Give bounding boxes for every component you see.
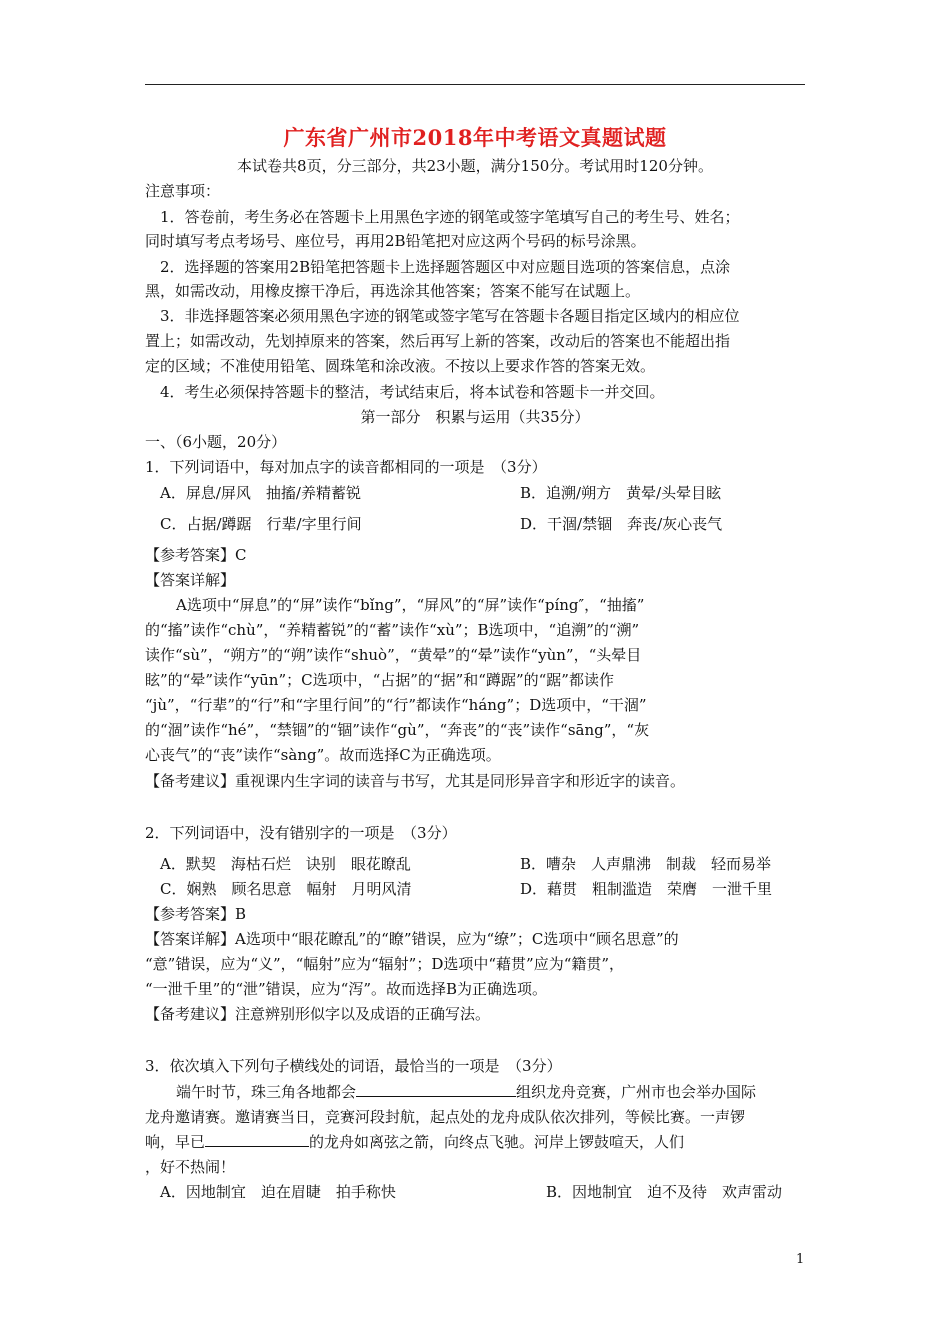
q3-passage-text: 的龙舟如离弦之箭，向终点飞驰。河岸上锣鼓喧天，人们 <box>309 1133 685 1151</box>
fill-blank-1[interactable] <box>356 1081 516 1097</box>
q1-answer: 【参考答案】C <box>145 546 247 564</box>
q3-passage-line <box>176 1081 756 1103</box>
q1-option-d: D．干涸/禁锢 奔丧/灰心丧气 <box>520 515 723 533</box>
q2-option-c: C．娴熟 顾名思意 幅射 月明风清 <box>160 880 412 898</box>
q2-detail-line: 【答案详解】A选项中“眼花瞭乱”的“瞭”错误，应为“缭”；C选项中“顾名思意”的 <box>145 930 679 948</box>
q1-detail-heading: 【答案详解】 <box>145 571 236 589</box>
q1-detail-line: 心丧气”的“丧”读作“sàng”。故而选择C为正确选项。 <box>145 746 501 764</box>
q1-advice: 【备考建议】重视课内生字词的读音与书写，尤其是同形异音字和形近字的读音。 <box>145 772 686 790</box>
q2-detail-line: “一泄千里”的“泄”错误，应为“泻”。故而选择B为正确选项。 <box>145 980 548 998</box>
fill-blank-2[interactable] <box>205 1131 309 1147</box>
q3-stem: 3．依次填入下列句子横线处的词语，最恰当的一项是 （3分） <box>145 1057 562 1075</box>
q2-stem: 2．下列词语中，没有错别字的一项是 （3分） <box>145 824 457 842</box>
header-rule <box>145 84 805 85</box>
notice-line: 1．答卷前，考生务必在答题卡上用黑色字迹的钢笔或签字笔填写自己的考生号、姓名； <box>160 208 740 226</box>
q1-stem: 1．下列词语中，每对加点字的读音都相同的一项是 （3分） <box>145 458 547 476</box>
notice-line: 黑，如需改动，用橡皮擦干净后，再选涂其他答案；答案不能写在试题上。 <box>145 282 641 300</box>
q3-passage-line: 龙舟邀请赛。邀请赛当日，竞赛河段封航，起点处的龙舟成队依次排列，等候比赛。一声锣 <box>145 1108 746 1126</box>
q1-option-b: B．追溯/朔方 黄晕/头晕目眩 <box>520 484 722 502</box>
q1-detail-line: A选项中“屏息”的“屏”读作“bǐng”，“屏风”的“屏”读作“píng″，“抽搐” <box>176 596 645 614</box>
q2-option-a: A．默契 海枯石烂 诀别 眼花瞭乱 <box>160 855 411 873</box>
notice-line: 2．选择题的答案用2B铅笔把答题卡上选择题答题区中对应题目选项的答案信息，点涂 <box>160 258 731 276</box>
notice-line: 置上；如需改动，先划掉原来的答案，然后再写上新的答案，改动后的答案也不能超出指 <box>145 332 731 350</box>
q1-option-c: C．占据/蹲踞 行辈/字里行间 <box>160 515 362 533</box>
section-title: 一、（6小题，20分） <box>145 433 287 451</box>
q2-option-b: B．嘈杂 人声鼎沸 制裁 轻而易举 <box>520 855 772 873</box>
q3-passage-text: 组织龙舟竞赛，广州市也会举办国际 <box>516 1083 757 1101</box>
notice-line: 3．非选择题答案必须用黑色字迹的钢笔或签字笔写在答题卡各题目指定区域内的相应位 <box>160 307 740 325</box>
notice-line: 定的区域；不准使用铅笔、圆珠笔和涂改液。不按以上要求作答的答案无效。 <box>145 357 656 375</box>
exam-intro: 本试卷共8页，分三部分，共23小题，满分150分。考试用时120分钟。 <box>237 157 713 175</box>
q1-detail-line: 眩”的“晕”读作“yūn”；C选项中，“占据”的“据”和“蹲踞”的“踞”都读作 <box>145 671 614 689</box>
q1-detail-line: 读作“sù”，“朔方”的“朔”读作“shuò”，“黄晕”的“晕”读作“yùn”，“头晕目 <box>145 646 642 664</box>
notice-line: 4．考生必须保持答题卡的整洁，考试结束后，将本试卷和答题卡一并交回。 <box>160 383 665 401</box>
q1-detail-line: 的“涸”读作“hé”，“禁锢”的“锢”读作“gù”，“奔丧”的“丧”读作“sāng”，“灰 <box>145 721 650 739</box>
q3-option-b: B．因地制宜 迫不及待 欢声雷动 <box>546 1183 783 1201</box>
q3-passage-line: ，好不热闹！ <box>145 1158 236 1176</box>
page-number: 1 <box>796 1252 805 1267</box>
q3-passage-line <box>145 1131 807 1153</box>
notice-heading: 注意事项： <box>145 182 221 200</box>
q2-detail-line: “意”错误，应为“义”，“幅射”应为“辐射”；D选项中“藉贯”应为“籍贯”， <box>145 955 625 973</box>
notice-line: 同时填写考点考场号、座位号，再用2B铅笔把对应这两个号码的标号涂黑。 <box>145 232 646 250</box>
q1-detail-line: 的“搐”读作“chù”，“养精蓄锐”的“蓄”读作“xù”；B选项中，“追溯”的“溯” <box>145 621 640 639</box>
q2-answer: 【参考答案】B <box>145 905 247 923</box>
q3-passage-text: 端午时节，珠三角各地都会 <box>176 1083 357 1101</box>
q2-advice: 【备考建议】注意辨别形似字以及成语的正确写法。 <box>145 1005 491 1023</box>
part-title: 第一部分 积累与运用（共35分） <box>360 408 590 426</box>
q1-option-a: A．屏息/屏风 抽搐/养精蓄锐 <box>160 484 361 502</box>
q2-option-d: D．藉贯 粗制滥造 荣膺 一泄千里 <box>520 880 773 898</box>
q1-detail-line: “jù”，“行辈”的“行”和“字里行间”的“行”都读作“háng”；D选项中，“干涸” <box>145 696 647 714</box>
page-title: 广东省广州市2018年中考语文真题试题 <box>283 125 667 150</box>
q3-passage-text: 响，早已 <box>145 1133 206 1151</box>
q3-option-a: A．因地制宜 迫在眉睫 拍手称快 <box>160 1183 396 1201</box>
